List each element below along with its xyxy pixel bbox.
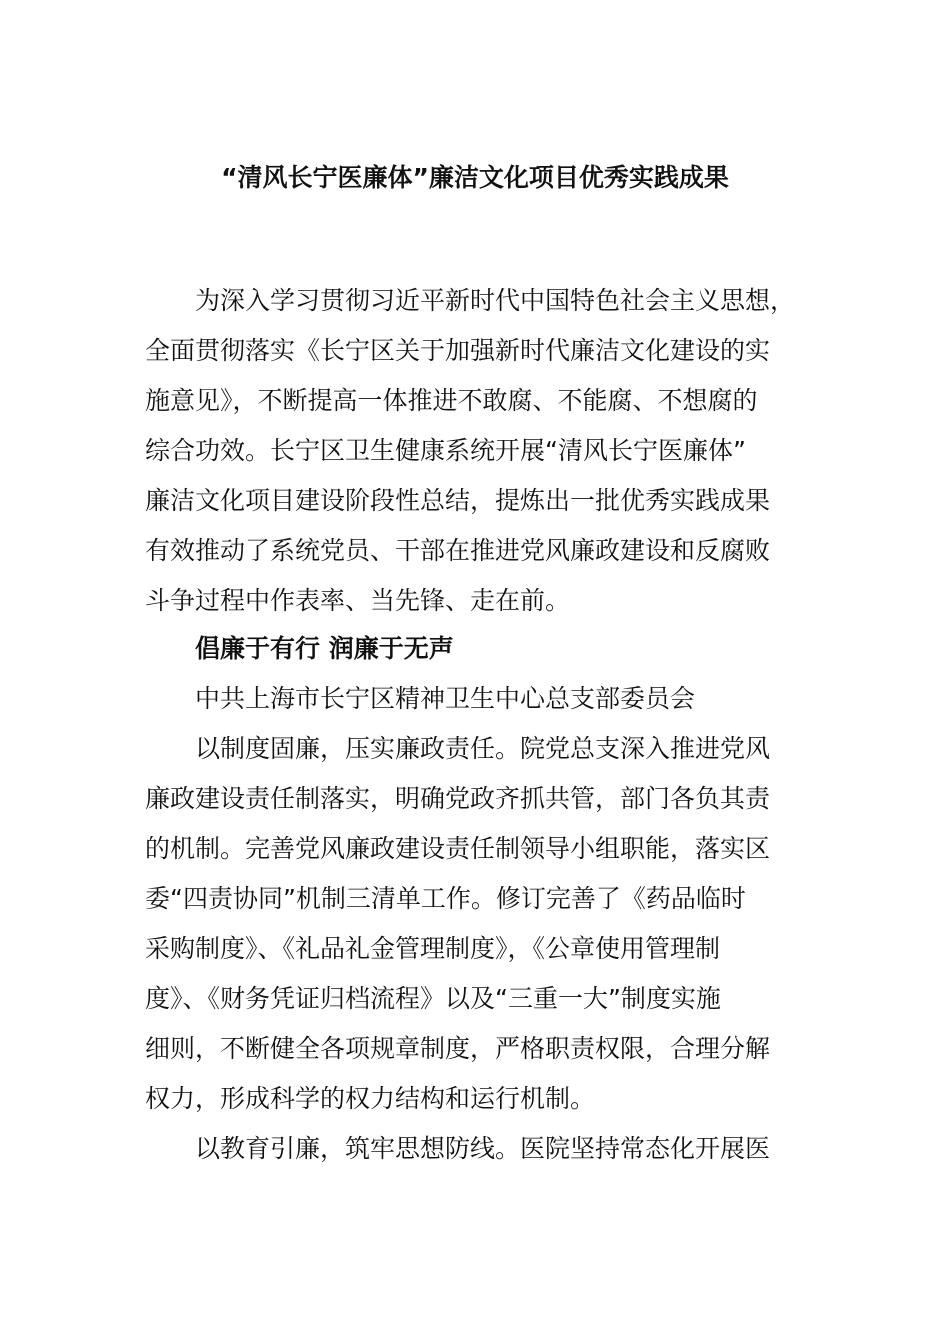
text-line: 施意见》，不断提高一体推进不敢腐、不能腐、不想腐的 (145, 386, 758, 415)
text-line: 细则，不断健全各项规章制度，严格职责权限，合理分解 (145, 1034, 771, 1063)
paragraph-education (145, 1124, 825, 1174)
section-organization: 中共上海市长宁区精神卫生中心总支部委员会 (195, 684, 696, 713)
text-line: 以教育引廉，筑牢思想防线。医院坚持常态化开展医 (195, 1134, 771, 1163)
text-line: 有效推动了系统党员、干部在推进党风廉政建设和反腐败 (145, 536, 771, 565)
text-line: 权力，形成科学的权力结构和运行机制。 (145, 1084, 596, 1113)
text-line: 的机制。完善党风廉政建设责任制领导小组职能，落实区 (145, 834, 771, 863)
text-line: 为深入学习贯彻习近平新时代中国特色社会主义思想， (195, 286, 796, 315)
text-line: 全面贯彻落实《长宁区关于加强新时代廉洁文化建设的实 (145, 336, 771, 365)
text-line: 度》、《财务凭证归档流程》以及“三重一大”制度实施 (145, 984, 721, 1013)
paragraph-institution (145, 724, 825, 1124)
text-line: 廉洁文化项目建设阶段性总结，提炼出一批优秀实践成果 (145, 486, 771, 515)
text-line: 以制度固廉，压实廉政责任。院党总支深入推进党风 (195, 734, 771, 763)
text-line: 采购制度》、《礼品礼金管理制度》，《公章使用管理制 (145, 934, 721, 963)
text-line: 斗争过程中作表率、当先锋、走在前。 (145, 586, 571, 615)
text-line: 委“四责协同”机制三清单工作。修订完善了《药品临时 (145, 884, 746, 913)
section-block (145, 624, 825, 724)
section-heading: 倡廉于有行 润廉于无声 (195, 634, 454, 663)
intro-paragraph (145, 276, 825, 626)
text-line: 廉政建设责任制落实，明确党政齐抓共管，部门各负其责 (145, 784, 771, 813)
text-line: 综合功效。长宁区卫生健康系统开展“清风长宁医廉体” (145, 436, 746, 465)
document-title: “清风长宁医廉体”廉洁文化项目优秀实践成果 (221, 163, 729, 192)
